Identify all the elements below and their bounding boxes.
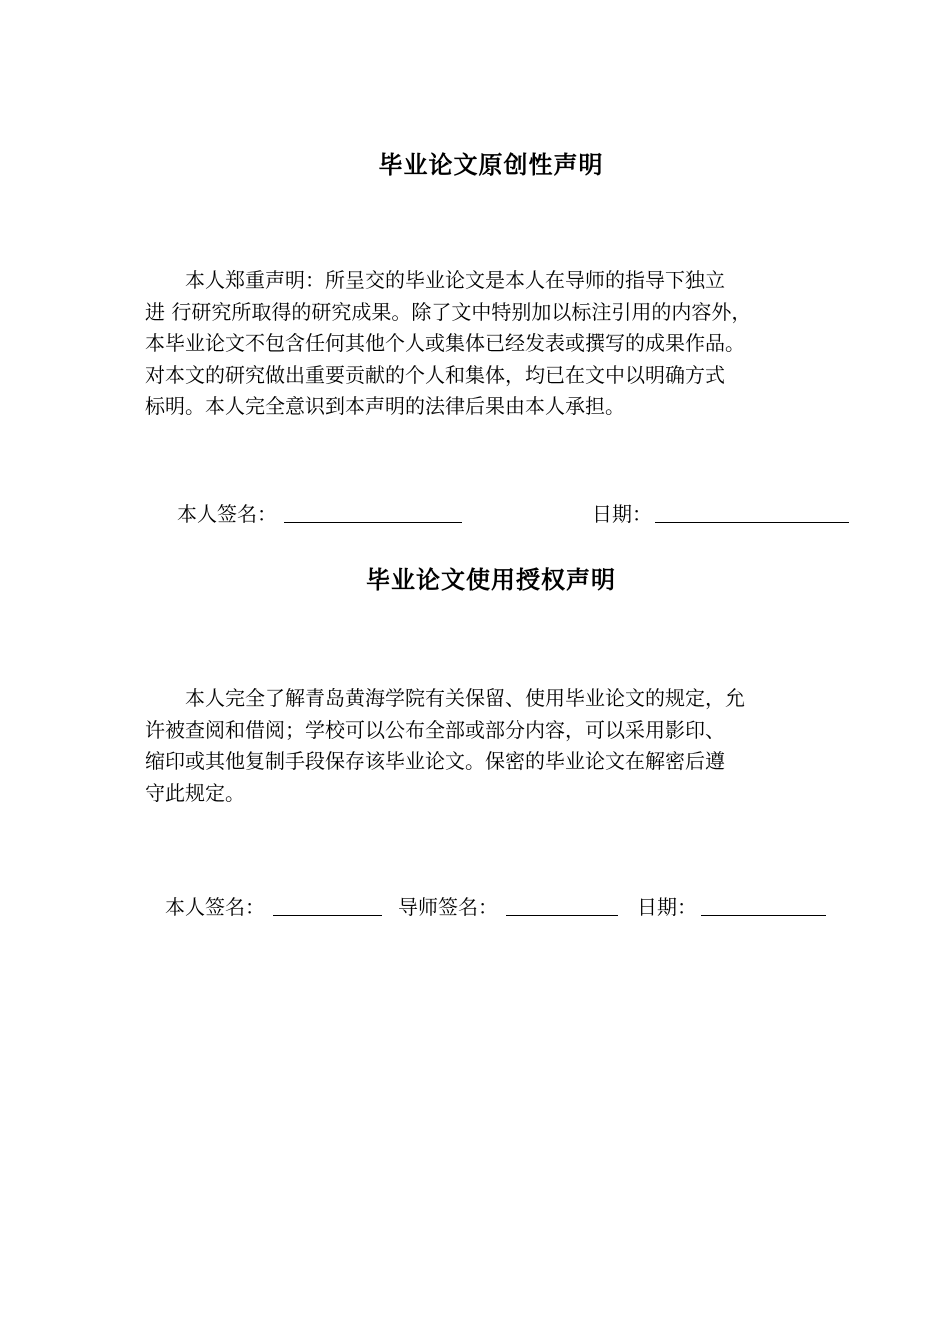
originality-statement-title: 毕业论文原创性声明	[378, 151, 604, 179]
authorization-statement-title: 毕业论文使用授权声明	[366, 566, 616, 594]
originality-statement-body	[145, 265, 835, 423]
body-line: 本人完全了解青岛黄海学院有关保留、使用毕业论文的规定，允	[145, 686, 745, 710]
body-line: 守此规定。	[145, 780, 245, 805]
body-line: 本人郑重声明：所呈交的毕业论文是本人在导师的指导下独立	[145, 268, 725, 292]
advisor-signature-field[interactable]	[506, 915, 618, 916]
author-signature-field[interactable]	[284, 522, 462, 523]
advisor-signature-label: 导师签名：	[398, 895, 498, 919]
originality-signature-row	[0, 498, 950, 530]
body-line: 本毕业论文不包含任何其他个人或集体已经发表或撰写的成果作品。	[145, 331, 745, 355]
body-line: 对本文的研究做出重要贡献的个人和集体，均已在文中以明确方式	[145, 362, 725, 387]
author-signature-field[interactable]	[273, 915, 382, 916]
author-signature-label: 本人签名：	[177, 502, 277, 526]
body-line: 缩印或其他复制手段保存该毕业论文。保密的毕业论文在解密后遵	[145, 749, 725, 773]
body-line: 进 行研究所取得的研究成果。除了文中特别加以标注引用的内容外，	[145, 299, 752, 324]
author-signature-label: 本人签名：	[165, 895, 265, 919]
body-line: 标明。本人完全意识到本声明的法律后果由本人承担。	[145, 394, 625, 418]
date-field[interactable]	[701, 915, 826, 916]
authorization-signature-row	[0, 891, 950, 923]
date-label: 日期：	[592, 502, 652, 526]
body-line: 许被查阅和借阅；学校可以公布全部或部分内容，可以采用影印、	[145, 717, 725, 742]
date-field[interactable]	[655, 522, 849, 523]
authorization-statement-body	[145, 683, 835, 809]
date-label: 日期：	[637, 895, 697, 919]
